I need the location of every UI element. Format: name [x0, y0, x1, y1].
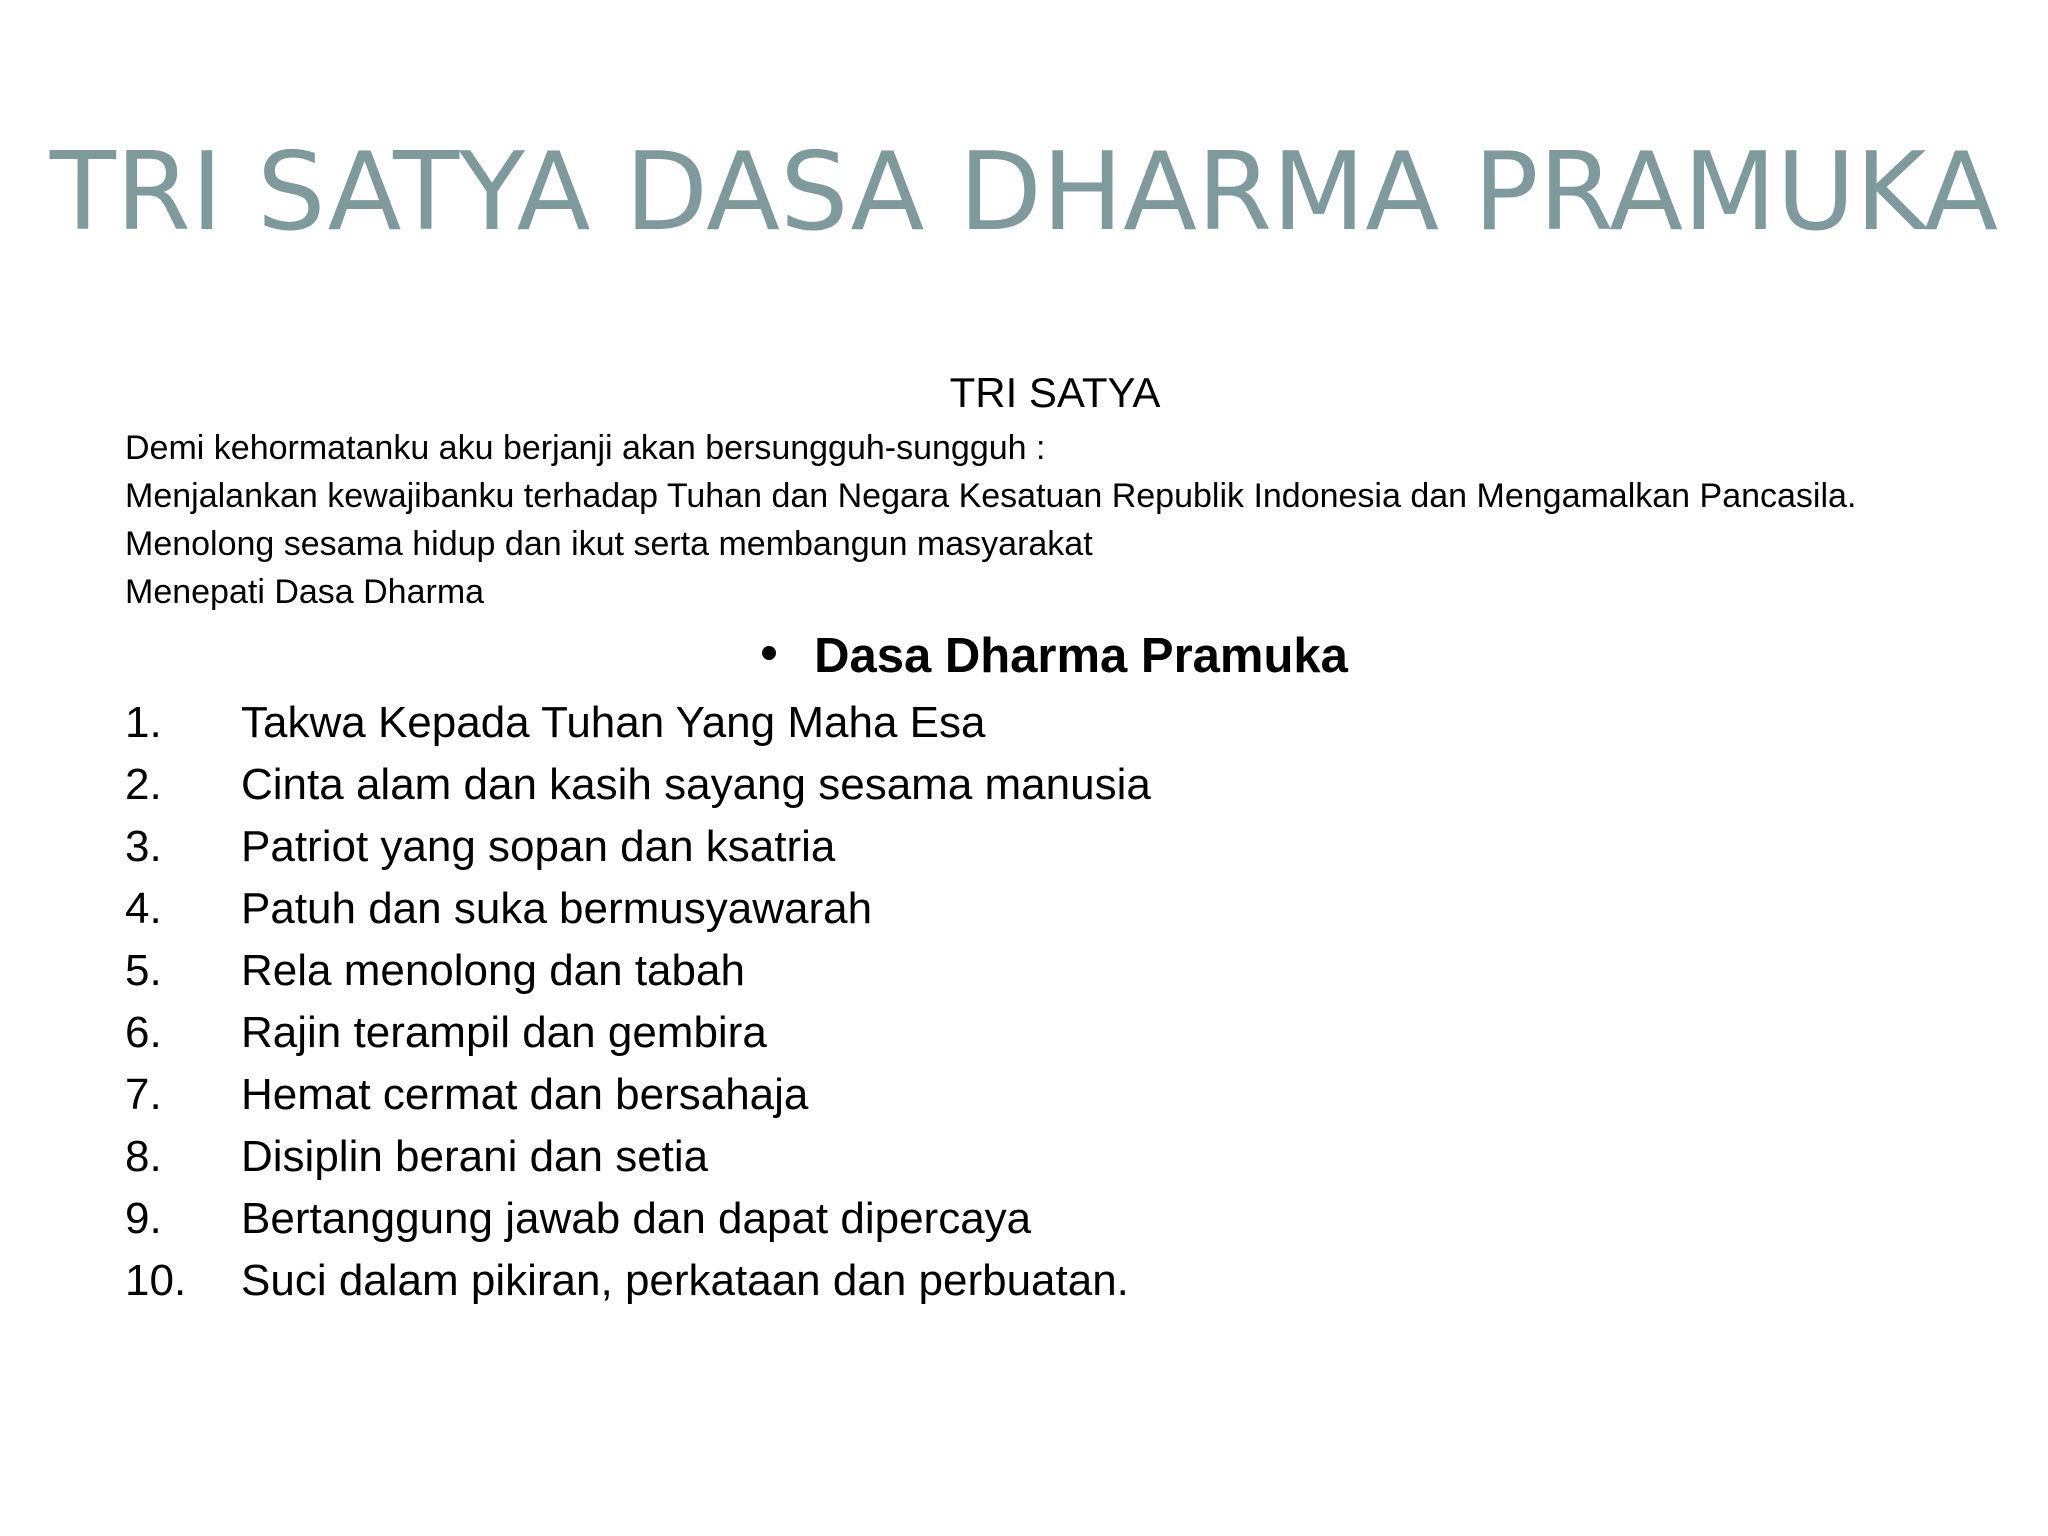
slide-body [125, 362, 1985, 1312]
list-item-number: 7. [125, 1070, 162, 1119]
list-item [125, 940, 1985, 1002]
list-item [125, 1126, 1985, 1188]
list-item [125, 1002, 1985, 1064]
list-item-number: 4. [125, 884, 162, 933]
dasa-dharma-heading-text: Dasa Dharma Pramuka [814, 629, 1348, 683]
list-item-text: Cinta alam dan kasih sayang sesama manusia [241, 760, 1151, 809]
list-item [125, 1250, 1985, 1312]
list-item-text: Hemat cermat dan bersahaja [241, 1070, 809, 1119]
list-item-number: 10. [125, 1256, 187, 1305]
list-item-text: Disiplin berani dan setia [241, 1132, 709, 1181]
list-item [125, 816, 1985, 878]
tri-satya-line: Menepati Dasa Dharma [125, 573, 485, 611]
list-item [125, 692, 1985, 754]
list-item-text: Takwa Kepada Tuhan Yang Maha Esa [241, 698, 986, 747]
list-item-text: Patriot yang sopan dan ksatria [241, 822, 836, 871]
tri-satya-line: Menolong sesama hidup dan ikut serta membangun masyarakat [125, 525, 1093, 563]
list-item-number: 8. [125, 1132, 162, 1181]
tri-satya-heading: TRI SATYA [949, 369, 1161, 416]
list-item-number: 6. [125, 1008, 162, 1057]
list-item [125, 754, 1985, 816]
list-item-number: 2. [125, 760, 162, 809]
list-item-number: 1. [125, 698, 162, 747]
bullet-icon [762, 646, 776, 660]
list-item [125, 1188, 1985, 1250]
list-item-text: Patuh dan suka bermusyawarah [241, 884, 873, 933]
list-item [125, 1064, 1985, 1126]
list-item-number: 3. [125, 822, 162, 871]
list-item [125, 878, 1985, 940]
slide-title: TRI SATYA DASA DHARMA PRAMUKA [49, 130, 1999, 255]
dasa-dharma-list [125, 692, 1985, 1312]
list-item-text: Rela menolong dan tabah [241, 946, 745, 995]
list-item-text: Suci dalam pikiran, perkataan dan perbuatan. [241, 1256, 1129, 1305]
list-item-text: Bertanggung jawab dan dapat dipercaya [241, 1194, 1032, 1243]
list-item-number: 5. [125, 946, 162, 995]
list-item-text: Rajin terampil dan gembira [241, 1008, 767, 1057]
list-item-number: 9. [125, 1194, 162, 1243]
tri-satya-line: Menjalankan kewajibanku terhadap Tuhan dan Negara Kesatuan Republik Indonesia dan Mengamalkan Pancasila. [125, 477, 1857, 515]
tri-satya-line: Demi kehormatanku aku berjanji akan bersungguh-sungguh : [125, 429, 1046, 467]
dasa-dharma-heading [125, 620, 1985, 692]
